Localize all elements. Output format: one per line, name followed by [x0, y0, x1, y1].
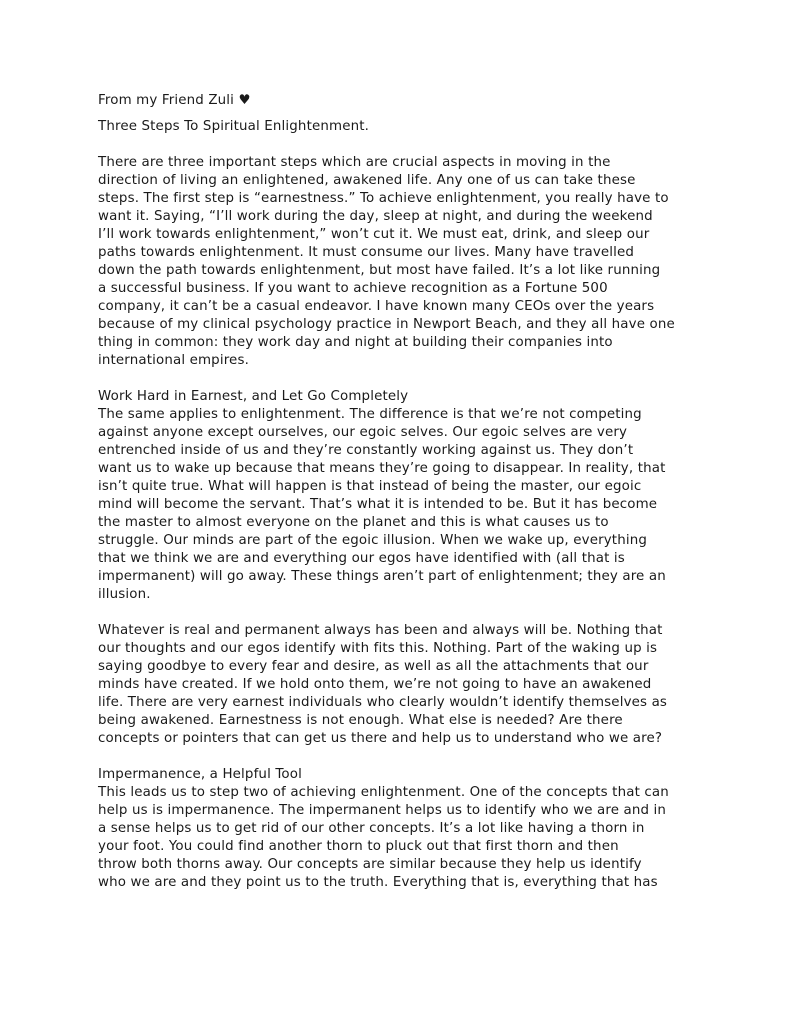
- paragraph-4: [98, 784, 698, 892]
- text-line: minds have created. If we hold onto them, we’re not going to have an awakened: [98, 677, 652, 692]
- text-line: The same applies to enlightenment. The difference is that we’re not competing: [98, 407, 642, 422]
- text-line: impermanent) will go away. These things aren’t part of enlightenment; they are an: [98, 569, 666, 584]
- text-line: throw both thorns away. Our concepts are similar because they help us identify: [98, 857, 642, 872]
- text-line: your foot. You could find another thorn to pluck out that first thorn and then: [98, 839, 619, 854]
- text-line: who we are and they point us to the truth. Everything that is, everything that has: [98, 875, 658, 890]
- from-text: From my Friend Zuli: [98, 93, 235, 108]
- heart-icon: ♥: [238, 93, 251, 108]
- text-line: company, it can’t be a casual endeavor. I have known many CEOs over the years: [98, 299, 655, 314]
- text-line: struggle. Our minds are part of the egoic illusion. When we wake up, everything: [98, 533, 648, 548]
- document-title: Three Steps To Spiritual Enlightenment.: [98, 119, 370, 134]
- text-line: This leads us to step two of achieving enlightenment. One of the concepts that can: [98, 785, 669, 800]
- text-line: thing in common: they work day and night at building their companies into: [98, 335, 613, 350]
- from-line: [98, 92, 698, 110]
- text-line: I’ll work towards enlightenment,” won’t cut it. We must eat, drink, and sleep our: [98, 227, 650, 242]
- text-line: want it. Saying, “I’ll work during the day, sleep at night, and during the weekend: [98, 209, 653, 224]
- text-line: our thoughts and our egos identify with fits this. Nothing. Part of the waking up is: [98, 641, 658, 656]
- text-line: saying goodbye to every fear and desire, as well as all the attachments that our: [98, 659, 649, 674]
- text-line: against anyone except ourselves, our egoic selves. Our egoic selves are very: [98, 425, 628, 440]
- text-line: illusion.: [98, 587, 151, 602]
- text-line: Whatever is real and permanent always has been and always will be. Nothing that: [98, 623, 663, 638]
- document-page: [98, 92, 698, 892]
- paragraph-1: [98, 154, 698, 370]
- text-line: a successful business. If you want to achieve recognition as a Fortune 500: [98, 281, 608, 296]
- text-line: being awakened. Earnestness is not enough. What else is needed? Are there: [98, 713, 623, 728]
- text-line: There are three important steps which are crucial aspects in moving in the: [98, 155, 611, 170]
- text-line: steps. The first step is “earnestness.” To achieve enlightenment, you really have to: [98, 191, 669, 206]
- text-line: entrenched inside of us and they’re constantly working against us. They don’t: [98, 443, 634, 458]
- section-heading-impermanence: Impermanence, a Helpful Tool: [98, 767, 302, 782]
- text-line: the master to almost everyone on the planet and this is what causes us to: [98, 515, 609, 530]
- section-heading-work-hard: Work Hard in Earnest, and Let Go Completely: [98, 389, 409, 404]
- text-line: concepts or pointers that can get us there and help us to understand who we are?: [98, 731, 663, 746]
- text-line: international empires.: [98, 353, 249, 368]
- text-line: isn’t quite true. What will happen is that instead of being the master, our egoic: [98, 479, 642, 494]
- text-line: help us is impermanence. The impermanent helps us to identify who we are and in: [98, 803, 667, 818]
- text-line: life. There are very earnest individuals who clearly wouldn’t identify themselves as: [98, 695, 668, 710]
- paragraph-2: [98, 406, 698, 604]
- text-line: because of my clinical psychology practice in Newport Beach, and they all have one: [98, 317, 675, 332]
- text-line: down the path towards enlightenment, but most have failed. It’s a lot like running: [98, 263, 661, 278]
- text-line: a sense helps us to get rid of our other concepts. It’s a lot like having a thorn in: [98, 821, 645, 836]
- text-line: direction of living an enlightened, awakened life. Any one of us can take these: [98, 173, 636, 188]
- text-line: mind will become the servant. That’s what it is intended to be. But it has become: [98, 497, 658, 512]
- text-line: paths towards enlightenment. It must consume our lives. Many have travelled: [98, 245, 635, 260]
- paragraph-3: [98, 622, 698, 748]
- text-line: want us to wake up because that means they’re going to disappear. In reality, that: [98, 461, 666, 476]
- text-line: that we think we are and everything our egos have identified with (all that is: [98, 551, 625, 566]
